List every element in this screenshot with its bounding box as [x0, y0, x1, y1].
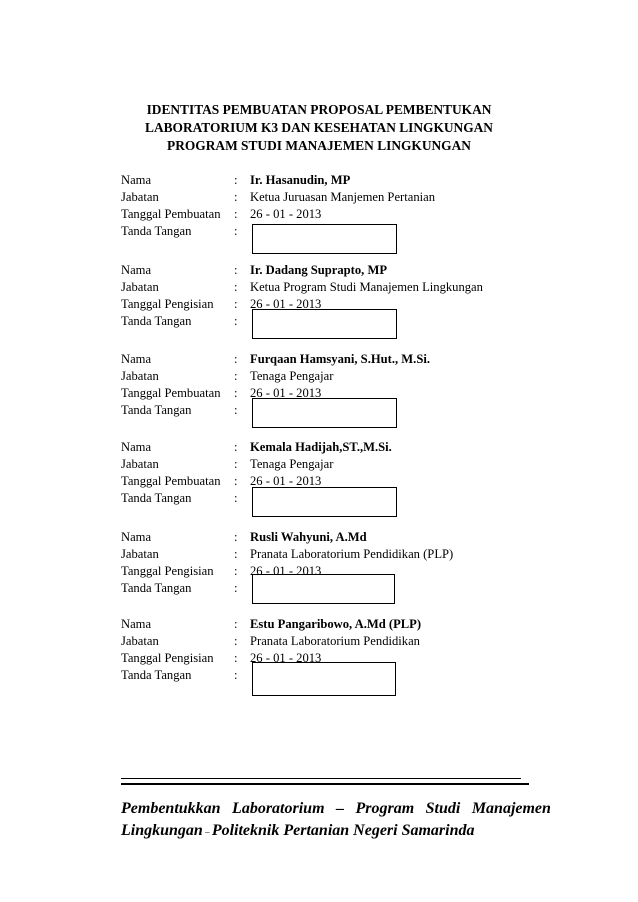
- label-tanggal: Tanggal Pembuatan: [121, 207, 221, 221]
- footer-word: –: [336, 800, 344, 817]
- entry-date: 26 - 01 - 2013: [250, 297, 322, 311]
- label-nama: Nama: [121, 173, 152, 187]
- label-nama: Nama: [121, 530, 152, 544]
- person-name: Estu Pangaribowo, A.Md (PLP): [250, 617, 422, 631]
- document-title: [0, 101, 638, 155]
- footer-word: Laboratorium: [232, 800, 325, 817]
- label-tanggal: Tanggal Pembuatan: [121, 474, 221, 488]
- person-position: Ketua Program Studi Manajemen Lingkungan: [250, 280, 483, 294]
- colon: :: [234, 207, 238, 221]
- person-name: Furqaan Hamsyani, S.Hut., M.Si.: [250, 352, 430, 366]
- colon: :: [234, 403, 238, 417]
- label-tanggal: Tanggal Pengisian: [121, 297, 214, 311]
- signature-box[interactable]: [252, 574, 395, 604]
- colon: :: [234, 173, 238, 187]
- label-jabatan: Jabatan: [121, 280, 159, 294]
- colon: :: [234, 314, 238, 328]
- footer-text: Lingkungan: [121, 822, 203, 839]
- colon: :: [234, 668, 238, 682]
- entry-block: [121, 262, 541, 330]
- person-position: Pranata Laboratorium Pendidikan: [250, 634, 420, 648]
- colon: :: [234, 581, 238, 595]
- person-name: Kemala Hadijah,ST.,M.Si.: [250, 440, 392, 454]
- signature-box[interactable]: [252, 309, 397, 339]
- footer-word: Program: [355, 800, 415, 817]
- signature-box[interactable]: [252, 224, 397, 254]
- colon: :: [234, 651, 238, 665]
- label-tanda-tangan: Tanda Tangan: [121, 224, 192, 238]
- page-footer: [121, 798, 551, 843]
- label-tanggal: Tanggal Pembuatan: [121, 386, 221, 400]
- colon: :: [234, 190, 238, 204]
- title-line-1: IDENTITAS PEMBUATAN PROPOSAL PEMBENTUKAN: [146, 102, 492, 117]
- title-line-2: LABORATORIUM K3 DAN KESEHATAN LINGKUNGAN: [145, 120, 493, 135]
- footer-line-2: [121, 820, 551, 843]
- label-tanda-tangan: Tanda Tangan: [121, 314, 192, 328]
- signature-box[interactable]: [252, 487, 397, 517]
- colon: :: [234, 457, 238, 471]
- colon: :: [234, 634, 238, 648]
- colon: :: [234, 440, 238, 454]
- entry-block: [121, 529, 541, 597]
- label-nama: Nama: [121, 617, 152, 631]
- label-jabatan: Jabatan: [121, 547, 159, 561]
- person-position: Ketua Juruasan Manjemen Pertanian: [250, 190, 435, 204]
- colon: :: [234, 352, 238, 366]
- signature-box[interactable]: [252, 398, 397, 428]
- label-tanda-tangan: Tanda Tangan: [121, 491, 192, 505]
- entry-date: 26 - 01 - 2013: [250, 207, 322, 221]
- entry-date: 26 - 01 - 2013: [250, 651, 322, 665]
- person-name: Ir. Dadang Suprapto, MP: [250, 263, 388, 277]
- colon: :: [234, 280, 238, 294]
- colon: :: [234, 617, 238, 631]
- footer-line-1: [121, 798, 551, 820]
- label-nama: Nama: [121, 352, 152, 366]
- label-tanggal: Tanggal Pengisian: [121, 564, 214, 578]
- footer-text: Politeknik Pertanian Negeri Samarinda: [211, 822, 475, 839]
- footer-word: Pembentukkan: [121, 800, 221, 817]
- label-jabatan: Jabatan: [121, 190, 159, 204]
- footer-word: Manajemen: [471, 800, 551, 817]
- entry-date: 26 - 01 - 2013: [250, 386, 322, 400]
- footer-divider-thick: [121, 783, 529, 785]
- label-tanda-tangan: Tanda Tangan: [121, 581, 192, 595]
- label-nama: Nama: [121, 263, 152, 277]
- colon: :: [234, 530, 238, 544]
- label-jabatan: Jabatan: [121, 457, 159, 471]
- entry-date: 26 - 01 - 2013: [250, 564, 322, 578]
- colon: :: [234, 386, 238, 400]
- entry-block: [121, 172, 541, 240]
- colon: :: [234, 224, 238, 238]
- signature-box[interactable]: [252, 662, 396, 696]
- entry-block: [121, 351, 541, 419]
- colon: :: [234, 547, 238, 561]
- person-name: Rusli Wahyuni, A.Md: [250, 530, 367, 544]
- colon: :: [234, 491, 238, 505]
- entry-date: 26 - 01 - 2013: [250, 474, 322, 488]
- colon: :: [234, 297, 238, 311]
- person-position: Tenaga Pengajar: [250, 369, 334, 383]
- footer-word: Studi: [425, 800, 461, 817]
- colon: :: [234, 474, 238, 488]
- footer-divider-thin: [121, 778, 521, 779]
- label-tanggal: Tanggal Pengisian: [121, 651, 214, 665]
- entry-block: [121, 439, 541, 507]
- person-position: Pranata Laboratorium Pendidikan (PLP): [250, 547, 454, 561]
- label-jabatan: Jabatan: [121, 634, 159, 648]
- footer-dash: –: [202, 827, 212, 837]
- title-line-3: PROGRAM STUDI MANAJEMEN LINGKUNGAN: [167, 138, 471, 153]
- colon: :: [234, 564, 238, 578]
- label-jabatan: Jabatan: [121, 369, 159, 383]
- person-position: Tenaga Pengajar: [250, 457, 334, 471]
- label-nama: Nama: [121, 440, 152, 454]
- colon: :: [234, 263, 238, 277]
- person-name: Ir. Hasanudin, MP: [250, 173, 351, 187]
- colon: :: [234, 369, 238, 383]
- label-tanda-tangan: Tanda Tangan: [121, 668, 192, 682]
- label-tanda-tangan: Tanda Tangan: [121, 403, 192, 417]
- entry-block: [121, 616, 541, 684]
